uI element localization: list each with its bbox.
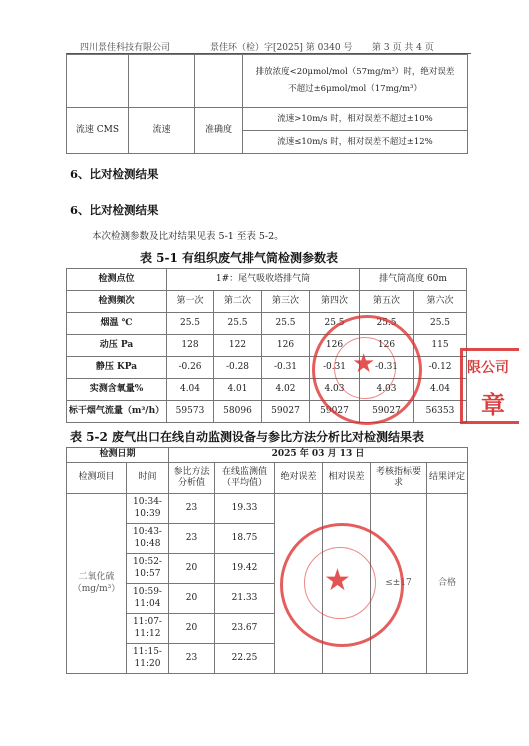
row-label: 动压 Pa [67,335,167,357]
item-cell: 二氧化硫 （mg/m³） [67,494,127,674]
cell: 4.02 [262,379,310,401]
company-seal-2 [280,523,404,647]
cell: 25.5 [214,313,262,335]
header-online: 在线监测值（平均值） [215,463,275,494]
cell: 25.5 [167,313,214,335]
online-cell: 18.75 [215,524,275,554]
cell: -0.31 [310,357,360,379]
section-heading-2: 6、比对检测结果 [70,203,159,217]
intro-paragraph: 本次检测参数及比对结果见表 5-1 至表 5-2。 [92,231,284,242]
freq-label: 检测频次 [67,291,167,313]
method-table [66,54,468,154]
seal-star-icon: ★ [324,563,351,598]
online-cell: 21.33 [215,584,275,614]
online-cell: 19.42 [215,554,275,584]
cell: -0.12 [414,357,467,379]
method-flow-low: 流速≤10m/s 时，相对误差不超过±12% [243,131,468,154]
cell: 59027 [310,401,360,423]
table-row [67,494,468,524]
cell: 126 [310,335,360,357]
header-time: 时间 [127,463,169,494]
ref-cell: 20 [169,554,215,584]
ref-cell: 23 [169,524,215,554]
side-seal: 限公司 章 [460,348,519,424]
ref-cell: 20 [169,614,215,644]
online-cell: 22.25 [215,644,275,674]
section-heading-1: 6、比对检测结果 [70,167,159,181]
header-page: 第 3 页 共 4 页 [372,43,434,53]
method-type: 准确度 [195,108,243,154]
header-company: 四川景佳科技有限公司 [80,43,171,53]
cell: 115 [414,335,467,357]
method-cell-concentration: 排放浓度<20μmol/mol（57mg/m³）时，绝对误差 不超过±6μmol/mol（17mg/m³） [243,55,468,108]
cell: 56353 [414,401,467,423]
row-label: 静压 KPa [67,357,167,379]
col-header: 第一次 [167,291,214,313]
col-header: 第六次 [414,291,467,313]
date-label: 检测日期 [67,448,169,463]
ref-cell: 23 [169,644,215,674]
comparison-table [66,447,468,674]
header-docno: 景佳环（检）字[2025] 第 0340 号 [210,43,353,53]
col-header: 第五次 [360,291,414,313]
time-cell: 10:52-10:57 [127,554,169,584]
cell: 4.04 [414,379,467,401]
cell: 4.03 [360,379,414,401]
date-value: 2025 年 03 月 13 日 [169,448,468,463]
time-cell: 10:59-11:04 [127,584,169,614]
header-requirement: 考核指标要求 [371,463,427,494]
cell: -0.31 [262,357,310,379]
cell: 58096 [214,401,262,423]
table2-caption: 表 5-2 废气出口在线自动监测设备与参比方法分析比对检测结果表 [70,430,425,444]
result-cell: 合格 [427,494,468,674]
row-label: 实测含氧量% [67,379,167,401]
cell: 126 [262,335,310,357]
header-ref: 参比方法分析值 [169,463,215,494]
cell: 25.5 [360,313,414,335]
online-cell: 23.67 [215,614,275,644]
header-abs-error: 绝对误差 [275,463,323,494]
cell: 4.01 [214,379,262,401]
cell: 59027 [262,401,310,423]
point-value: 1#：尾气吸收塔排气筒 [167,269,360,291]
col-header: 第二次 [214,291,262,313]
online-cell: 19.33 [215,494,275,524]
cell: 25.5 [262,313,310,335]
page-header [0,0,529,53]
cell: 25.5 [414,313,467,335]
cell: 59027 [360,401,414,423]
cell: 25.5 [310,313,360,335]
cell: 4.03 [310,379,360,401]
ref-cell: 23 [169,494,215,524]
cell: 122 [214,335,262,357]
header-item: 检测项目 [67,463,127,494]
table1-caption: 表 5-1 有组织废气排气筒检测参数表 [140,251,339,265]
stack-height: 排气筒高度 60m [360,269,467,291]
header-result: 结果评定 [427,463,468,494]
method-flow-high: 流速>10m/s 时，相对误差不超过±10% [243,108,468,131]
time-cell: 10:43-10:48 [127,524,169,554]
seal-star-icon: ★ [352,349,376,379]
cell: -0.28 [214,357,262,379]
row-label: 标干烟气流量（m³/h） [67,401,167,423]
col-header: 第四次 [310,291,360,313]
point-label: 检测点位 [67,269,167,291]
cell: 4.04 [167,379,214,401]
cell: -0.26 [167,357,214,379]
company-seal-1 [312,315,422,425]
ref-cell: 20 [169,584,215,614]
cell: -0.31 [360,357,414,379]
time-cell: 10:34-10:39 [127,494,169,524]
time-cell: 11:15-11:20 [127,644,169,674]
method-cms: 流速 CMS [67,108,129,154]
requirement-cell: ≤±17 [371,494,427,674]
cell: 128 [167,335,214,357]
time-cell: 11:07-11:12 [127,614,169,644]
row-label: 烟温 ℃ [67,313,167,335]
col-header: 第三次 [262,291,310,313]
cell: 126 [360,335,414,357]
header-rel-error: 相对误差 [323,463,371,494]
method-item: 流速 [129,108,195,154]
cell: 59573 [167,401,214,423]
